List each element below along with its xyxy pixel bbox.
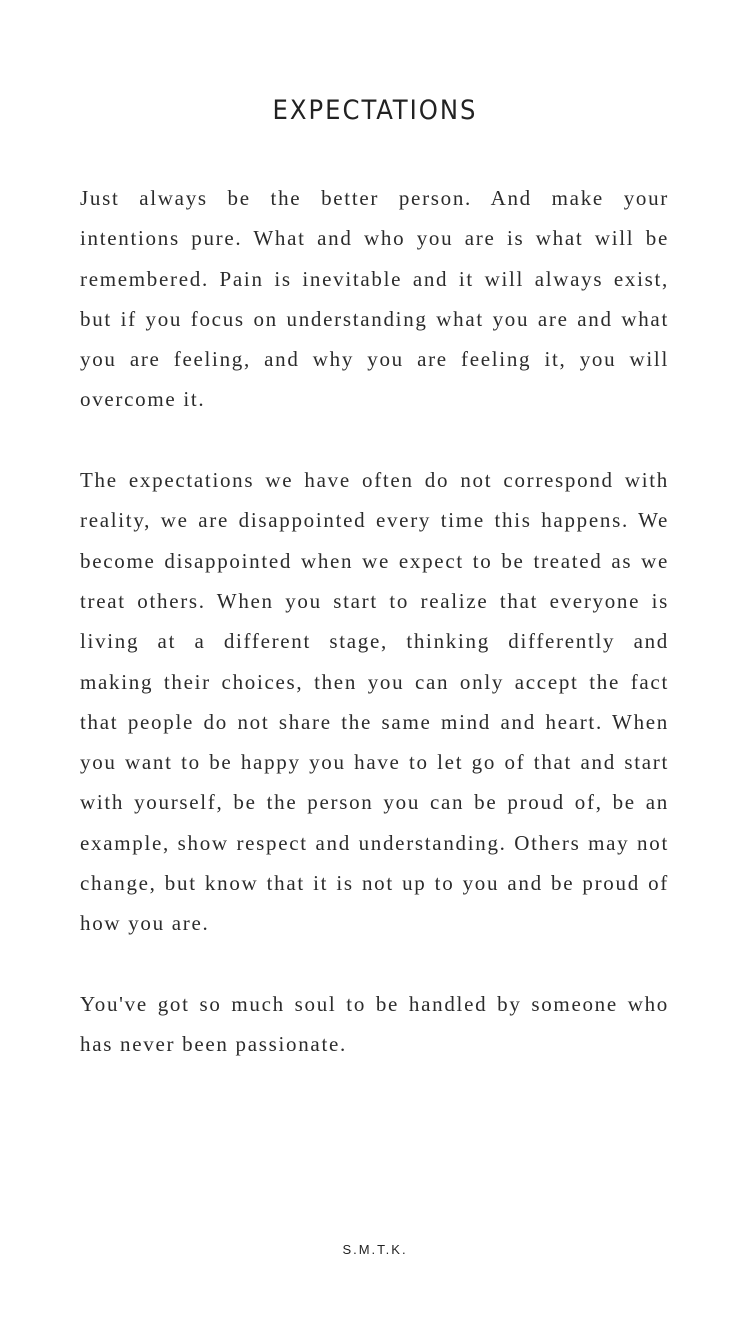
page-title: EXPECTATIONS — [272, 95, 478, 126]
paragraph-3: You've got so much soul to be handled by someone who has never been passionate. — [80, 991, 669, 1057]
author-signature: S.M.T.K. — [342, 1242, 408, 1257]
paragraph-1: Just always be the better person. And make your intentions pure. What and who you are is what will be remembered. Pain is inevitable and it will always exist, but if you focus on understanding what you are and what you are feeling, and why you are feeling it, you will overcome it. — [80, 186, 669, 412]
paragraph-2: The expectations we have often do not correspond with reality, we are disappointed every time this happens. We become disappointed when we expect to be treated as we treat others. When you start to realize that everyone is living at a different stage, thinking differently and making their choices, then you can only accept the fact that people do not share the same mind and heart. When you want to be happy you have to let go of that and start with yourself, be the person you can be proud of, be an example, show respect and understanding. Others may not change, but know that it is not up to you and be proud of how you are. — [80, 468, 669, 936]
body-text — [80, 178, 669, 1065]
